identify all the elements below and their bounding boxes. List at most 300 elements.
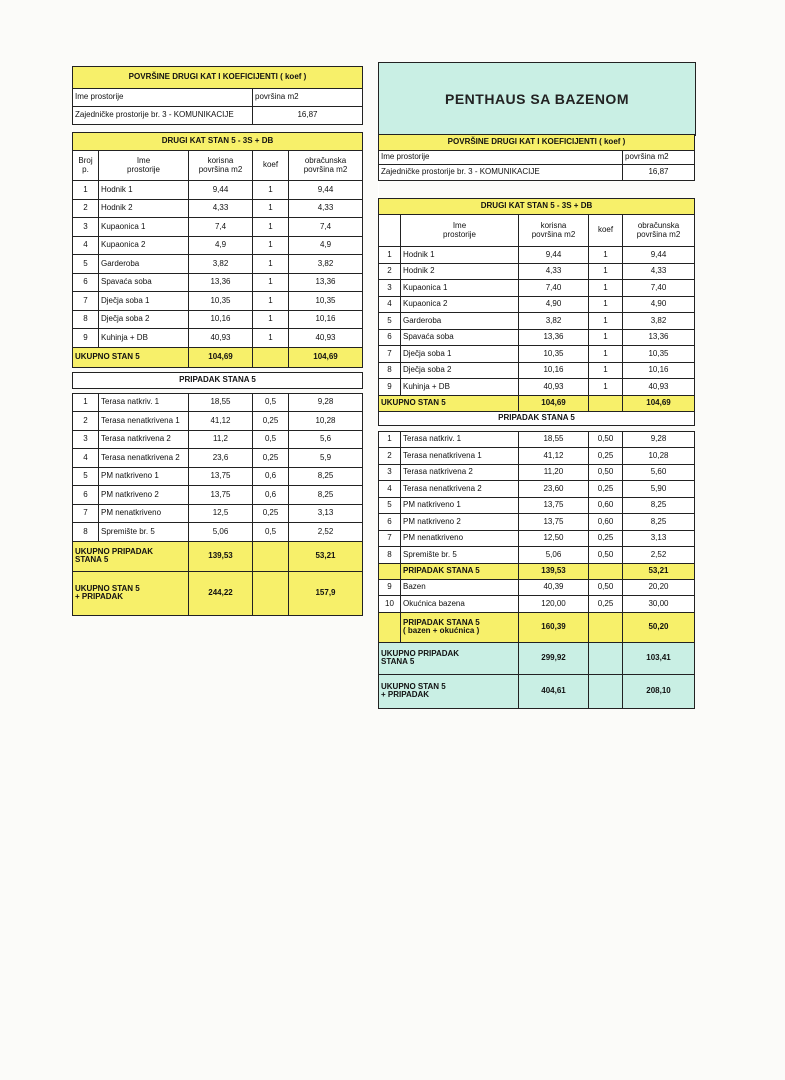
- pripadak-name: PM natkriveno 2: [401, 514, 519, 531]
- col-header-name: Ime prostorije: [73, 89, 253, 107]
- total-pripadak-label: [73, 541, 189, 571]
- room-name: Kupaonica 1: [99, 218, 189, 237]
- room-no: 8: [73, 310, 99, 329]
- line: UKUPNO STAN 5: [381, 681, 446, 691]
- pripadak-row: [73, 449, 363, 468]
- pripadak-korisna: 13,75: [189, 486, 253, 505]
- room-koef: 1: [253, 273, 289, 292]
- room-no: 2: [73, 199, 99, 218]
- room-no: 5: [73, 255, 99, 274]
- pripadak-korisna: 18,55: [189, 393, 253, 412]
- pripadak-koef: 0,25: [253, 449, 289, 468]
- pripadak-korisna: 41,12: [519, 448, 589, 465]
- table-title-row: [379, 135, 695, 151]
- total-pripadak-obracunska: 53,21: [289, 541, 363, 571]
- total-stan-row: [379, 395, 695, 411]
- grand-total-korisna: 404,61: [519, 674, 589, 708]
- line: Ime: [136, 156, 151, 166]
- room-korisna: 4,9: [189, 236, 253, 255]
- room-name: Kupaonica 2: [401, 296, 519, 313]
- room-koef: 1: [589, 296, 623, 313]
- grand-total-row: [379, 674, 695, 708]
- room-row: [73, 218, 363, 237]
- total-stan-koef: [589, 395, 623, 411]
- pripadak-obracunska: 10,28: [623, 448, 695, 465]
- room-name: Kupaonica 2: [99, 236, 189, 255]
- total-stan-korisna: 104,69: [189, 347, 253, 367]
- penthaus-title: PENTHAUS SA BAZENOM: [445, 91, 629, 107]
- total-stan-korisna: 104,69: [519, 395, 589, 411]
- pool-subtotal-obracunska: 50,20: [623, 612, 695, 642]
- col-header-area: površina m2: [253, 89, 363, 107]
- pripadak-korisna: 11,2: [189, 430, 253, 449]
- room-koef: 1: [589, 329, 623, 346]
- room-name: Dječja soba 2: [401, 362, 519, 379]
- room-no: 7: [73, 292, 99, 311]
- room-row: [73, 255, 363, 274]
- line: ( bazen + okućnica ): [403, 626, 480, 635]
- room-koef: 1: [253, 292, 289, 311]
- pool-obracunska: 20,20: [623, 579, 695, 596]
- room-obracunska: 4,33: [289, 199, 363, 218]
- col-header-name: Ime prostorije: [379, 151, 623, 165]
- right-area-table: [378, 134, 695, 709]
- spacer-row: [73, 125, 363, 133]
- pripadak-name: PM natkriveno 1: [99, 467, 189, 486]
- room-korisna: 4,90: [519, 296, 589, 313]
- pripadak-name: Terasa natkrivena 2: [99, 430, 189, 449]
- line: STANA 5: [75, 555, 109, 564]
- pripadak-no: 6: [379, 514, 401, 531]
- grand-total-koef: [253, 571, 289, 615]
- room-row: [379, 263, 695, 280]
- line: obračunska: [304, 156, 347, 166]
- room-koef: 1: [589, 362, 623, 379]
- pripadak-row: [73, 393, 363, 412]
- total-pripadak-korisna: 299,92: [519, 642, 589, 674]
- pool-subtotal-row: [379, 612, 695, 642]
- room-row: [73, 292, 363, 311]
- pripadak-koef: 0,60: [589, 514, 623, 531]
- room-korisna: 10,35: [189, 292, 253, 311]
- line: površina m2: [531, 229, 576, 239]
- col-header-area: površina m2: [623, 151, 695, 165]
- line: + PRIPADAK: [381, 690, 430, 699]
- pripadak-korisna: 5,06: [519, 547, 589, 564]
- pripadak-korisna: 12,5: [189, 504, 253, 523]
- spacer: [73, 125, 363, 133]
- room-no: 9: [73, 329, 99, 348]
- pripadak-obracunska: 5,6: [289, 430, 363, 449]
- pripadak-row: [73, 412, 363, 431]
- room-no: 1: [379, 247, 401, 264]
- room-row: [73, 329, 363, 348]
- pool-koef: 0,25: [589, 596, 623, 613]
- room-name: Dječja soba 1: [401, 346, 519, 363]
- room-korisna: 7,40: [519, 280, 589, 297]
- room-korisna: 3,82: [189, 255, 253, 274]
- room-korisna: 40,93: [189, 329, 253, 348]
- total-stan-obracunska: 104,69: [289, 347, 363, 367]
- room-obracunska: 4,90: [623, 296, 695, 313]
- room-koef: 1: [253, 181, 289, 200]
- pripadak-koef: 0,50: [589, 464, 623, 481]
- total-stan-label: UKUPNO STAN 5: [379, 395, 519, 411]
- room-koef: 1: [253, 236, 289, 255]
- pool-subtotal-no: [379, 612, 401, 642]
- room-koef: 1: [589, 263, 623, 280]
- room-korisna: 7,4: [189, 218, 253, 237]
- table-title-row: [73, 67, 363, 89]
- pripadak-korisna: 23,6: [189, 449, 253, 468]
- pripadak-obracunska: 8,25: [289, 467, 363, 486]
- room-row: [73, 273, 363, 292]
- room-name: Dječja soba 1: [99, 292, 189, 311]
- pripadak-subtotal-korisna: 139,53: [519, 563, 589, 579]
- room-koef: 1: [253, 255, 289, 274]
- room-name: Kuhinja + DB: [401, 379, 519, 396]
- pripadak-koef: 0,5: [253, 393, 289, 412]
- col-header-name: [401, 215, 519, 247]
- room-koef: 1: [589, 280, 623, 297]
- pripadak-name: Spremište br. 5: [99, 523, 189, 542]
- room-row: [379, 346, 695, 363]
- pripadak-no: 3: [73, 430, 99, 449]
- room-koef: 1: [589, 346, 623, 363]
- pripadak-row: [379, 514, 695, 531]
- total-stan-label: UKUPNO STAN 5: [73, 347, 189, 367]
- pripadak-no: 4: [379, 481, 401, 498]
- room-koef: 1: [589, 247, 623, 264]
- room-obracunska: 13,36: [623, 329, 695, 346]
- grand-total-korisna: 244,22: [189, 571, 253, 615]
- apt-title: DRUGI KAT STAN 5 - 3S + DB: [379, 199, 695, 215]
- room-korisna: 9,44: [519, 247, 589, 264]
- pripadak-no: 8: [73, 523, 99, 542]
- table-title: POVRŠINE DRUGI KAT I KOEFICIJENTI ( koef ): [379, 135, 695, 151]
- line: + PRIPADAK: [75, 592, 124, 601]
- pool-obracunska: 30,00: [623, 596, 695, 613]
- col-header-korisna: [519, 215, 589, 247]
- room-no: 9: [379, 379, 401, 396]
- line: prostorije: [443, 229, 476, 239]
- spacer-row: [379, 181, 695, 199]
- line: prostorije: [127, 164, 160, 174]
- total-pripadak-label: [379, 642, 519, 674]
- room-no: 3: [379, 280, 401, 297]
- pripadak-no: 8: [379, 547, 401, 564]
- pool-korisna: 120,00: [519, 596, 589, 613]
- room-name: Garderoba: [401, 313, 519, 330]
- room-obracunska: 9,44: [289, 181, 363, 200]
- pripadak-row: [73, 467, 363, 486]
- room-no: 6: [379, 329, 401, 346]
- room-name: Spavaća soba: [401, 329, 519, 346]
- room-koef: 1: [253, 329, 289, 348]
- pool-koef: 0,50: [589, 579, 623, 596]
- common-area: 16,87: [253, 107, 363, 125]
- pripadak-name: PM nenatkriveno: [401, 530, 519, 547]
- line: površina m2: [303, 164, 348, 174]
- pripadak-subtotal-koef: [589, 563, 623, 579]
- pripadak-name: Spremište br. 5: [401, 547, 519, 564]
- room-obracunska: 10,35: [623, 346, 695, 363]
- room-row: [379, 329, 695, 346]
- pripadak-no: 5: [73, 467, 99, 486]
- pripadak-subtotal-row: [379, 563, 695, 579]
- pripadak-koef: 0,6: [253, 467, 289, 486]
- grand-total-label: [73, 571, 189, 615]
- pripadak-row: [73, 486, 363, 505]
- apt-header-row: [73, 151, 363, 181]
- pripadak-title-row: [73, 372, 363, 388]
- pripadak-name: Terasa nenatkrivena 2: [401, 481, 519, 498]
- pripadak-name: Terasa natkriv. 1: [99, 393, 189, 412]
- pripadak-obracunska: 10,28: [289, 412, 363, 431]
- pripadak-korisna: 5,06: [189, 523, 253, 542]
- room-obracunska: 7,40: [623, 280, 695, 297]
- pripadak-name: PM nenatkriveno: [99, 504, 189, 523]
- table-title: POVRŠINE DRUGI KAT I KOEFICIJENTI ( koef ): [73, 67, 363, 89]
- pripadak-obracunska: 9,28: [623, 431, 695, 448]
- pool-no: 9: [379, 579, 401, 596]
- room-no: 4: [379, 296, 401, 313]
- line: obračunska: [637, 221, 680, 231]
- grand-total-koef: [589, 674, 623, 708]
- apt-title-row: [379, 199, 695, 215]
- pripadak-subtotal-label: PRIPADAK STANA 5: [401, 563, 519, 579]
- line: korisna: [540, 221, 567, 231]
- pripadak-obracunska: 3,13: [289, 504, 363, 523]
- pripadak-no: 5: [379, 497, 401, 514]
- col-header-obracunska: [623, 215, 695, 247]
- room-obracunska: 4,9: [289, 236, 363, 255]
- total-stan-obracunska: 104,69: [623, 395, 695, 411]
- room-korisna: 13,36: [519, 329, 589, 346]
- pripadak-title-row: [379, 411, 695, 425]
- room-koef: 1: [589, 313, 623, 330]
- room-obracunska: 10,35: [289, 292, 363, 311]
- room-no: 8: [379, 362, 401, 379]
- pripadak-obracunska: 5,60: [623, 464, 695, 481]
- left-area-table: [72, 66, 363, 616]
- room-row: [73, 181, 363, 200]
- pripadak-no: 3: [379, 464, 401, 481]
- room-koef: 1: [253, 218, 289, 237]
- common-name: Zajedničke prostorije br. 3 - KOMUNIKACIJE: [379, 165, 623, 181]
- pripadak-koef: 0,25: [589, 530, 623, 547]
- pripadak-no: 7: [73, 504, 99, 523]
- pripadak-no: 2: [379, 448, 401, 465]
- pripadak-korisna: 18,55: [519, 431, 589, 448]
- line: površina m2: [198, 164, 243, 174]
- room-obracunska: 7,4: [289, 218, 363, 237]
- pripadak-obracunska: 9,28: [289, 393, 363, 412]
- total-pripadak-obracunska: 103,41: [623, 642, 695, 674]
- pripadak-subtotal-obracunska: 53,21: [623, 563, 695, 579]
- total-stan-row: [73, 347, 363, 367]
- pripadak-obracunska: 5,9: [289, 449, 363, 468]
- line: STANA 5: [381, 657, 415, 666]
- pool-subtotal-label: [401, 612, 519, 642]
- pripadak-row: [73, 430, 363, 449]
- line: Broj: [78, 156, 93, 166]
- pripadak-korisna: 12,50: [519, 530, 589, 547]
- header-row: [379, 151, 695, 165]
- room-no: 5: [379, 313, 401, 330]
- pripadak-korisna: 11,20: [519, 464, 589, 481]
- pripadak-no: 1: [379, 431, 401, 448]
- pripadak-obracunska: 2,52: [623, 547, 695, 564]
- pripadak-korisna: 41,12: [189, 412, 253, 431]
- pripadak-row: [379, 530, 695, 547]
- room-row: [73, 199, 363, 218]
- room-row: [73, 310, 363, 329]
- pripadak-name: Terasa nenatkrivena 1: [99, 412, 189, 431]
- pripadak-koef: 0,5: [253, 523, 289, 542]
- room-korisna: 10,16: [519, 362, 589, 379]
- total-pripadak-row: [73, 541, 363, 571]
- pripadak-obracunska: 8,25: [623, 497, 695, 514]
- grand-total-label: [379, 674, 519, 708]
- pripadak-no: 6: [73, 486, 99, 505]
- line: UKUPNO PRIPADAK: [75, 546, 154, 556]
- pripadak-row: [379, 547, 695, 564]
- total-pripadak-koef: [589, 642, 623, 674]
- penthaus-title-box: [378, 62, 696, 136]
- room-no: 2: [379, 263, 401, 280]
- total-pripadak-row: [379, 642, 695, 674]
- pripadak-koef: 0,25: [253, 412, 289, 431]
- pripadak-koef: 0,25: [253, 504, 289, 523]
- room-name: Kuhinja + DB: [99, 329, 189, 348]
- pripadak-no: 1: [73, 393, 99, 412]
- room-korisna: 3,82: [519, 313, 589, 330]
- common-row: [379, 165, 695, 181]
- pool-no: 10: [379, 596, 401, 613]
- room-obracunska: 13,36: [289, 273, 363, 292]
- pool-row: [379, 596, 695, 613]
- room-obracunska: 10,16: [289, 310, 363, 329]
- pripadak-row: [73, 504, 363, 523]
- pool-subtotal-korisna: 160,39: [519, 612, 589, 642]
- pripadak-title: PRIPADAK STANA 5: [73, 372, 363, 388]
- pripadak-name: PM natkriveno 1: [401, 497, 519, 514]
- pripadak-row: [379, 497, 695, 514]
- room-korisna: 13,36: [189, 273, 253, 292]
- room-koef: 1: [253, 310, 289, 329]
- col-header-no: [379, 215, 401, 247]
- col-header-korisna: [189, 151, 253, 181]
- pripadak-koef: 0,60: [589, 497, 623, 514]
- room-no: 1: [73, 181, 99, 200]
- room-row: [73, 236, 363, 255]
- line: PRIPADAK STANA 5: [403, 617, 480, 627]
- common-name: Zajedničke prostorije br. 3 - KOMUNIKACIJE: [73, 107, 253, 125]
- room-no: 4: [73, 236, 99, 255]
- pripadak-korisna: 13,75: [519, 497, 589, 514]
- pool-name: Okućnica bazena: [401, 596, 519, 613]
- pripadak-row: [379, 448, 695, 465]
- room-row: [379, 313, 695, 330]
- pripadak-row: [73, 523, 363, 542]
- pripadak-obracunska: 8,25: [623, 514, 695, 531]
- pripadak-koef: 0,6: [253, 486, 289, 505]
- grand-total-row: [73, 571, 363, 615]
- pool-subtotal-koef: [589, 612, 623, 642]
- total-pripadak-korisna: 139,53: [189, 541, 253, 571]
- apt-header-row: [379, 215, 695, 247]
- room-korisna: 10,16: [189, 310, 253, 329]
- pripadak-name: PM natkriveno 2: [99, 486, 189, 505]
- line: p.: [82, 164, 89, 174]
- room-row: [379, 280, 695, 297]
- room-obracunska: 40,93: [289, 329, 363, 348]
- pripadak-no: 7: [379, 530, 401, 547]
- pripadak-korisna: 23,60: [519, 481, 589, 498]
- room-korisna: 4,33: [519, 263, 589, 280]
- pripadak-koef: 0,5: [253, 430, 289, 449]
- pripadak-koef: 0,50: [589, 547, 623, 564]
- common-row: [73, 107, 363, 125]
- col-header-obracunska: [289, 151, 363, 181]
- line: korisna: [207, 156, 234, 166]
- room-obracunska: 4,33: [623, 263, 695, 280]
- room-name: Hodnik 2: [401, 263, 519, 280]
- room-koef: 1: [253, 199, 289, 218]
- pool-row: [379, 579, 695, 596]
- room-no: 7: [379, 346, 401, 363]
- pripadak-obracunska: 3,13: [623, 530, 695, 547]
- room-obracunska: 3,82: [289, 255, 363, 274]
- pripadak-title: PRIPADAK STANA 5: [379, 411, 695, 425]
- room-row: [379, 247, 695, 264]
- room-name: Garderoba: [99, 255, 189, 274]
- pripadak-name: Terasa nenatkrivena 2: [99, 449, 189, 468]
- line: UKUPNO STAN 5: [75, 583, 140, 593]
- pripadak-obracunska: 5,90: [623, 481, 695, 498]
- pool-name: Bazen: [401, 579, 519, 596]
- apt-title: DRUGI KAT STAN 5 - 3S + DB: [73, 133, 363, 151]
- room-name: Dječja soba 2: [99, 310, 189, 329]
- pripadak-obracunska: 8,25: [289, 486, 363, 505]
- room-korisna: 10,35: [519, 346, 589, 363]
- pripadak-name: Terasa natkriv. 1: [401, 431, 519, 448]
- pripadak-koef: 0,25: [589, 481, 623, 498]
- room-no: 6: [73, 273, 99, 292]
- pool-korisna: 40,39: [519, 579, 589, 596]
- room-korisna: 40,93: [519, 379, 589, 396]
- col-header-name: [99, 151, 189, 181]
- grand-total-obracunska: 208,10: [623, 674, 695, 708]
- room-obracunska: 10,16: [623, 362, 695, 379]
- room-obracunska: 3,82: [623, 313, 695, 330]
- header-row: [73, 89, 363, 107]
- pripadak-row: [379, 464, 695, 481]
- room-name: Kupaonica 1: [401, 280, 519, 297]
- room-name: Hodnik 2: [99, 199, 189, 218]
- room-row: [379, 362, 695, 379]
- line: Ime: [452, 221, 467, 231]
- apt-title-row: [73, 133, 363, 151]
- room-no: 3: [73, 218, 99, 237]
- room-obracunska: 9,44: [623, 247, 695, 264]
- pripadak-name: Terasa nenatkrivena 1: [401, 448, 519, 465]
- col-header-koef: koef: [253, 151, 289, 181]
- line: UKUPNO PRIPADAK: [381, 648, 460, 658]
- spacer: [379, 181, 695, 199]
- col-header-koef: koef: [589, 215, 623, 247]
